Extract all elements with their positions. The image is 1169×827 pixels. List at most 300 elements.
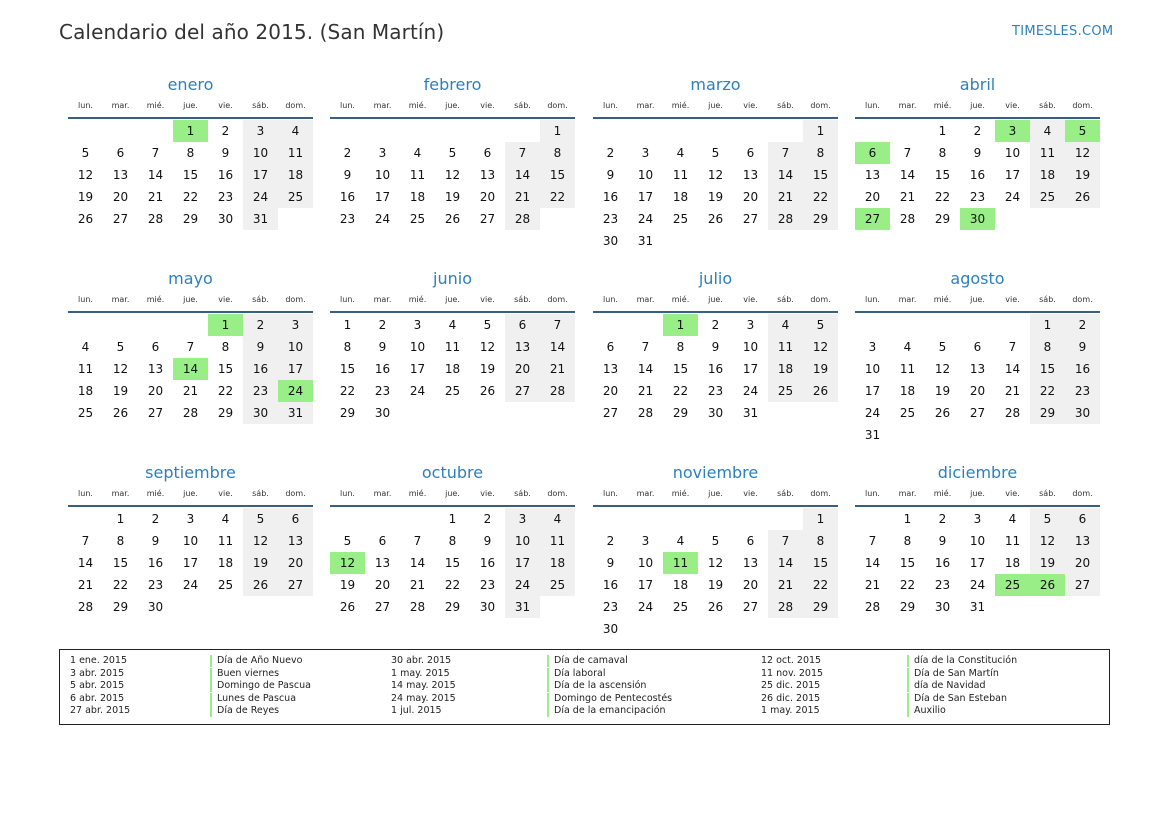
day-cell: 21 [409,578,426,592]
day-cell: 19 [243,552,278,574]
day-cell: 30 [602,622,619,636]
day-cell: 26 [444,212,461,226]
header-divider [855,505,1100,507]
day-cell: 7 [540,314,575,336]
day-cell: 1 [803,120,838,142]
day-cell: 30 [374,406,391,420]
day-cell: 23 [339,212,356,226]
day-cell: 6 [151,340,160,354]
weekday-label: mar. [373,101,392,110]
day-cell: 20 [969,384,986,398]
weekday-header [68,101,313,113]
day-cell: 24 [374,212,391,226]
holiday-date: 6 abr. 2015 [70,692,125,704]
day-cell: 8 [676,340,685,354]
holiday-day-cell: 30 [960,208,995,230]
day-cell: 20 [479,190,496,204]
day-cell: 15 [444,556,461,570]
day-cell: 7 [768,142,803,164]
weekday-label: vie. [743,489,758,498]
holiday-name: Día de San Esteban [907,693,1007,705]
day-cell: 29 [444,600,461,614]
holiday-date: 24 may. 2015 [391,692,456,704]
day-cell: 29 [899,600,916,614]
weekday-label: jue. [970,101,985,110]
day-cell: 10 [374,168,391,182]
holiday-date: 1 may. 2015 [761,705,820,716]
day-cell: 7 [903,146,912,160]
holiday-date: 1 jul. 2015 [391,705,442,716]
holiday-day-cell: 3 [995,120,1030,142]
day-cell: 27 [969,406,986,420]
day-cell: 2 [711,318,720,332]
day-cell: 21 [637,384,654,398]
day-cell: 13 [147,362,164,376]
day-cell: 16 [243,358,278,380]
holiday-day-cell: 27 [855,208,890,230]
holiday-name: Día de camaval [547,655,628,667]
weekday-label: mié. [933,101,952,110]
day-cell: 16 [707,362,724,376]
header-divider [330,311,575,313]
day-cell: 29 [803,208,838,230]
weekday-label: vie. [480,295,495,304]
day-cell: 7 [505,142,540,164]
day-cell: 6 [746,146,755,160]
day-cell: 3 [641,534,650,548]
holiday-date: 11 nov. 2015 [761,667,824,679]
weekday-label: vie. [743,101,758,110]
day-cell: 6 [606,340,615,354]
day-cell: 29 [1030,402,1065,424]
day-cell: 21 [768,574,803,596]
day-cell: 30 [1065,402,1100,424]
weekday-label: mié. [408,101,427,110]
day-cell: 21 [899,190,916,204]
weekday-label: lun. [603,489,618,498]
day-cell: 21 [77,578,94,592]
day-cell: 2 [973,124,982,138]
day-cell: 28 [899,212,916,226]
day-cell: 19 [707,190,724,204]
day-cell: 28 [182,406,199,420]
day-cell: 10 [1004,146,1021,160]
day-cell: 8 [540,142,575,164]
day-cell: 21 [505,186,540,208]
day-cell: 27 [479,212,496,226]
day-cell: 23 [479,578,496,592]
holiday-date: 3 abr. 2015 [70,667,125,679]
day-cell: 9 [378,340,387,354]
holiday-name: Lunes de Pascua [210,693,296,705]
weekday-label: lun. [340,489,355,498]
day-cell: 21 [540,358,575,380]
holiday-name: Día de la ascensión [547,680,646,692]
day-cell: 31 [278,402,313,424]
header-divider [330,505,575,507]
weekday-header [855,295,1100,307]
month-title: agosto [950,269,1005,288]
day-cell: 15 [112,556,129,570]
weekday-label: mar. [898,489,917,498]
day-cell: 19 [339,578,356,592]
holiday-date: 27 abr. 2015 [70,705,131,716]
day-cell: 6 [973,340,982,354]
day-cell: 16 [217,168,234,182]
day-cell: 20 [864,190,881,204]
month-title: febrero [423,75,482,94]
day-cell: 11 [409,168,426,182]
day-cell: 5 [483,318,492,332]
day-cell: 10 [864,362,881,376]
day-cell: 20 [374,578,391,592]
day-cell: 11 [1004,534,1021,548]
day-cell: 25 [768,380,803,402]
day-cell: 9 [221,146,230,160]
day-cell: 31 [243,208,278,230]
day-cell: 26 [243,574,278,596]
day-cell: 12 [934,362,951,376]
month-title: mayo [168,269,213,288]
day-cell: 6 [378,534,387,548]
day-cell: 16 [969,168,986,182]
day-cell: 1 [116,512,125,526]
day-cell: 16 [147,556,164,570]
day-cell: 3 [186,512,195,526]
day-cell: 17 [864,384,881,398]
weekday-label: jue. [183,101,198,110]
day-cell: 17 [969,556,986,570]
weekday-label: mié. [933,295,952,304]
holiday-name: Buen viernes [210,668,279,680]
day-cell: 12 [243,530,278,552]
day-cell: 12 [803,336,838,358]
day-cell: 2 [938,512,947,526]
day-cell: 8 [938,146,947,160]
day-cell: 24 [505,574,540,596]
day-cell: 20 [112,190,129,204]
day-cell: 15 [217,362,234,376]
day-cell: 21 [864,578,881,592]
day-cell: 9 [973,146,982,160]
day-cell: 26 [1065,186,1100,208]
weekday-label: jue. [970,489,985,498]
weekday-label: jue. [183,489,198,498]
holiday-date: 30 abr. 2015 [391,655,452,666]
day-cell: 28 [768,596,803,618]
day-cell: 15 [803,164,838,186]
day-cell: 14 [77,556,94,570]
day-cell: 30 [602,234,619,248]
weekday-header [330,101,575,113]
day-cell: 11 [77,362,94,376]
day-cell: 5 [938,340,947,354]
day-cell: 28 [540,380,575,402]
day-cell: 8 [803,142,838,164]
holiday-date: 26 dic. 2015 [761,692,821,704]
day-cell: 30 [147,600,164,614]
day-cell: 7 [81,534,90,548]
day-cell: 28 [409,600,426,614]
day-cell: 16 [339,190,356,204]
day-cell: 6 [505,314,540,336]
day-cell: 29 [112,600,129,614]
day-cell: 16 [602,578,619,592]
day-cell: 4 [1008,512,1017,526]
day-cell: 24 [637,212,654,226]
day-cell: 19 [1030,552,1065,574]
weekday-label: jue. [708,295,723,304]
day-cell: 4 [448,318,457,332]
day-cell: 16 [479,556,496,570]
day-cell: 27 [278,574,313,596]
weekday-label: vie. [480,101,495,110]
weekday-label: mar. [111,295,130,304]
day-cell: 23 [147,578,164,592]
day-cell: 25 [77,406,94,420]
weekday-label: vie. [743,295,758,304]
day-cell: 11 [278,142,313,164]
day-cell: 28 [768,208,803,230]
day-cell: 4 [413,146,422,160]
day-cell: 27 [147,406,164,420]
day-cell: 7 [641,340,650,354]
day-cell: 9 [483,534,492,548]
weekday-header [330,489,575,501]
weekday-label: jue. [445,295,460,304]
day-cell: 24 [1004,190,1021,204]
day-cell: 13 [602,362,619,376]
weekday-label: mié. [671,489,690,498]
weekday-label: mar. [636,295,655,304]
day-cell: 5 [243,508,278,530]
day-cell: 12 [1065,142,1100,164]
day-cell: 14 [768,164,803,186]
weekday-label: mar. [373,295,392,304]
day-cell: 21 [1004,384,1021,398]
holiday-day-cell: 6 [855,142,890,164]
day-cell: 9 [606,168,615,182]
day-cell: 29 [672,406,689,420]
weekday-label: lun. [865,489,880,498]
weekday-label: dom. [547,295,568,304]
day-cell: 26 [112,406,129,420]
day-cell: 19 [77,190,94,204]
day-cell: 17 [505,552,540,574]
day-cell: 17 [742,362,759,376]
day-cell: 8 [803,530,838,552]
day-cell: 17 [374,190,391,204]
day-cell: 2 [483,512,492,526]
day-cell: 15 [803,552,838,574]
day-cell: 4 [221,512,230,526]
weekday-label: sáb. [514,295,531,304]
holiday-name: Día de San Martín [907,668,999,680]
day-cell: 17 [278,358,313,380]
holiday-day-cell: 5 [1065,120,1100,142]
day-cell: 18 [1030,164,1065,186]
day-cell: 15 [672,362,689,376]
day-cell: 17 [637,578,654,592]
holiday-day-cell: 1 [208,314,243,336]
holiday-date: 12 oct. 2015 [761,655,822,666]
day-cell: 25 [409,212,426,226]
weekday-label: mar. [636,489,655,498]
holiday-date: 5 abr. 2015 [70,680,125,691]
day-cell: 12 [112,362,129,376]
day-cell: 5 [116,340,125,354]
weekday-label: vie. [218,295,233,304]
day-cell: 11 [768,336,803,358]
day-cell: 21 [147,190,164,204]
weekday-label: mié. [671,295,690,304]
day-cell: 27 [742,600,759,614]
day-cell: 2 [243,314,278,336]
weekday-label: lun. [340,101,355,110]
holiday-day-cell: 24 [278,380,313,402]
header-divider [593,117,838,119]
day-cell: 5 [343,534,352,548]
day-cell: 31 [505,596,540,618]
day-cell: 1 [540,120,575,142]
weekday-label: mié. [671,101,690,110]
day-cell: 17 [243,164,278,186]
day-cell: 22 [672,384,689,398]
day-cell: 29 [217,406,234,420]
day-cell: 27 [112,212,129,226]
day-cell: 6 [278,508,313,530]
month-title: diciembre [937,463,1018,482]
day-cell: 25 [672,212,689,226]
day-cell: 22 [540,186,575,208]
weekday-header [593,101,838,113]
day-cell: 24 [243,186,278,208]
day-cell: 14 [540,336,575,358]
day-cell: 17 [1004,168,1021,182]
day-cell: 4 [1030,120,1065,142]
weekday-label: lun. [865,295,880,304]
day-cell: 24 [742,384,759,398]
day-cell: 3 [243,120,278,142]
day-cell: 17 [182,556,199,570]
holiday-name: Domingo de Pentecostés [547,693,672,705]
day-cell: 5 [711,534,720,548]
day-cell: 13 [742,556,759,570]
weekday-label: sáb. [252,295,269,304]
day-cell: 14 [899,168,916,182]
month-title: marzo [690,75,741,94]
weekday-label: vie. [1005,295,1020,304]
brand-link[interactable]: TIMESLES.COM [1012,24,1114,39]
day-cell: 19 [934,384,951,398]
day-cell: 20 [147,384,164,398]
day-cell: 12 [707,556,724,570]
day-cell: 10 [505,530,540,552]
holiday-day-cell: 12 [330,552,365,574]
weekday-header [855,489,1100,501]
day-cell: 30 [479,600,496,614]
holiday-name: Día de Año Nuevo [210,655,302,667]
day-cell: 27 [505,380,540,402]
day-cell: 18 [278,164,313,186]
day-cell: 6 [746,534,755,548]
day-cell: 22 [803,186,838,208]
day-cell: 13 [1065,530,1100,552]
day-cell: 12 [444,168,461,182]
day-cell: 20 [742,578,759,592]
weekday-label: dom. [547,489,568,498]
day-cell: 27 [742,212,759,226]
day-cell: 24 [969,578,986,592]
day-cell: 12 [707,168,724,182]
day-cell: 23 [217,190,234,204]
weekday-label: jue. [970,295,985,304]
day-cell: 13 [112,168,129,182]
day-cell: 4 [768,314,803,336]
day-cell: 18 [768,358,803,380]
weekday-header [593,489,838,501]
header-divider [330,117,575,119]
holiday-date: 1 ene. 2015 [70,655,127,666]
month-title: abril [959,75,996,94]
day-cell: 28 [505,208,540,230]
day-cell: 1 [1030,314,1065,336]
header-divider [68,311,313,313]
weekday-label: jue. [445,101,460,110]
day-cell: 24 [182,578,199,592]
day-cell: 9 [938,534,947,548]
day-cell: 27 [1065,574,1100,596]
day-cell: 25 [540,574,575,596]
day-cell: 23 [243,380,278,402]
day-cell: 23 [969,190,986,204]
weekday-label: mié. [146,489,165,498]
day-cell: 26 [934,406,951,420]
day-cell: 10 [742,340,759,354]
holiday-legend [59,649,1110,725]
day-cell: 13 [742,168,759,182]
day-cell: 22 [339,384,356,398]
day-cell: 9 [151,534,160,548]
day-cell: 22 [899,578,916,592]
weekday-label: dom. [1072,489,1093,498]
day-cell: 26 [707,600,724,614]
day-cell: 19 [479,362,496,376]
day-cell: 30 [934,600,951,614]
weekday-label: mar. [898,101,917,110]
day-cell: 2 [151,512,160,526]
weekday-label: sáb. [252,489,269,498]
day-cell: 5 [81,146,90,160]
weekday-label: sáb. [777,489,794,498]
day-cell: 8 [186,146,195,160]
day-cell: 2 [606,146,615,160]
day-cell: 11 [1030,142,1065,164]
day-cell: 20 [1065,552,1100,574]
day-cell: 27 [602,406,619,420]
day-cell: 20 [278,552,313,574]
day-cell: 23 [602,600,619,614]
day-cell: 29 [934,212,951,226]
weekday-label: lun. [78,101,93,110]
day-cell: 3 [746,318,755,332]
day-cell: 13 [969,362,986,376]
day-cell: 21 [768,186,803,208]
day-cell: 12 [1030,530,1065,552]
header-divider [855,117,1100,119]
weekday-label: mar. [636,101,655,110]
day-cell: 10 [969,534,986,548]
